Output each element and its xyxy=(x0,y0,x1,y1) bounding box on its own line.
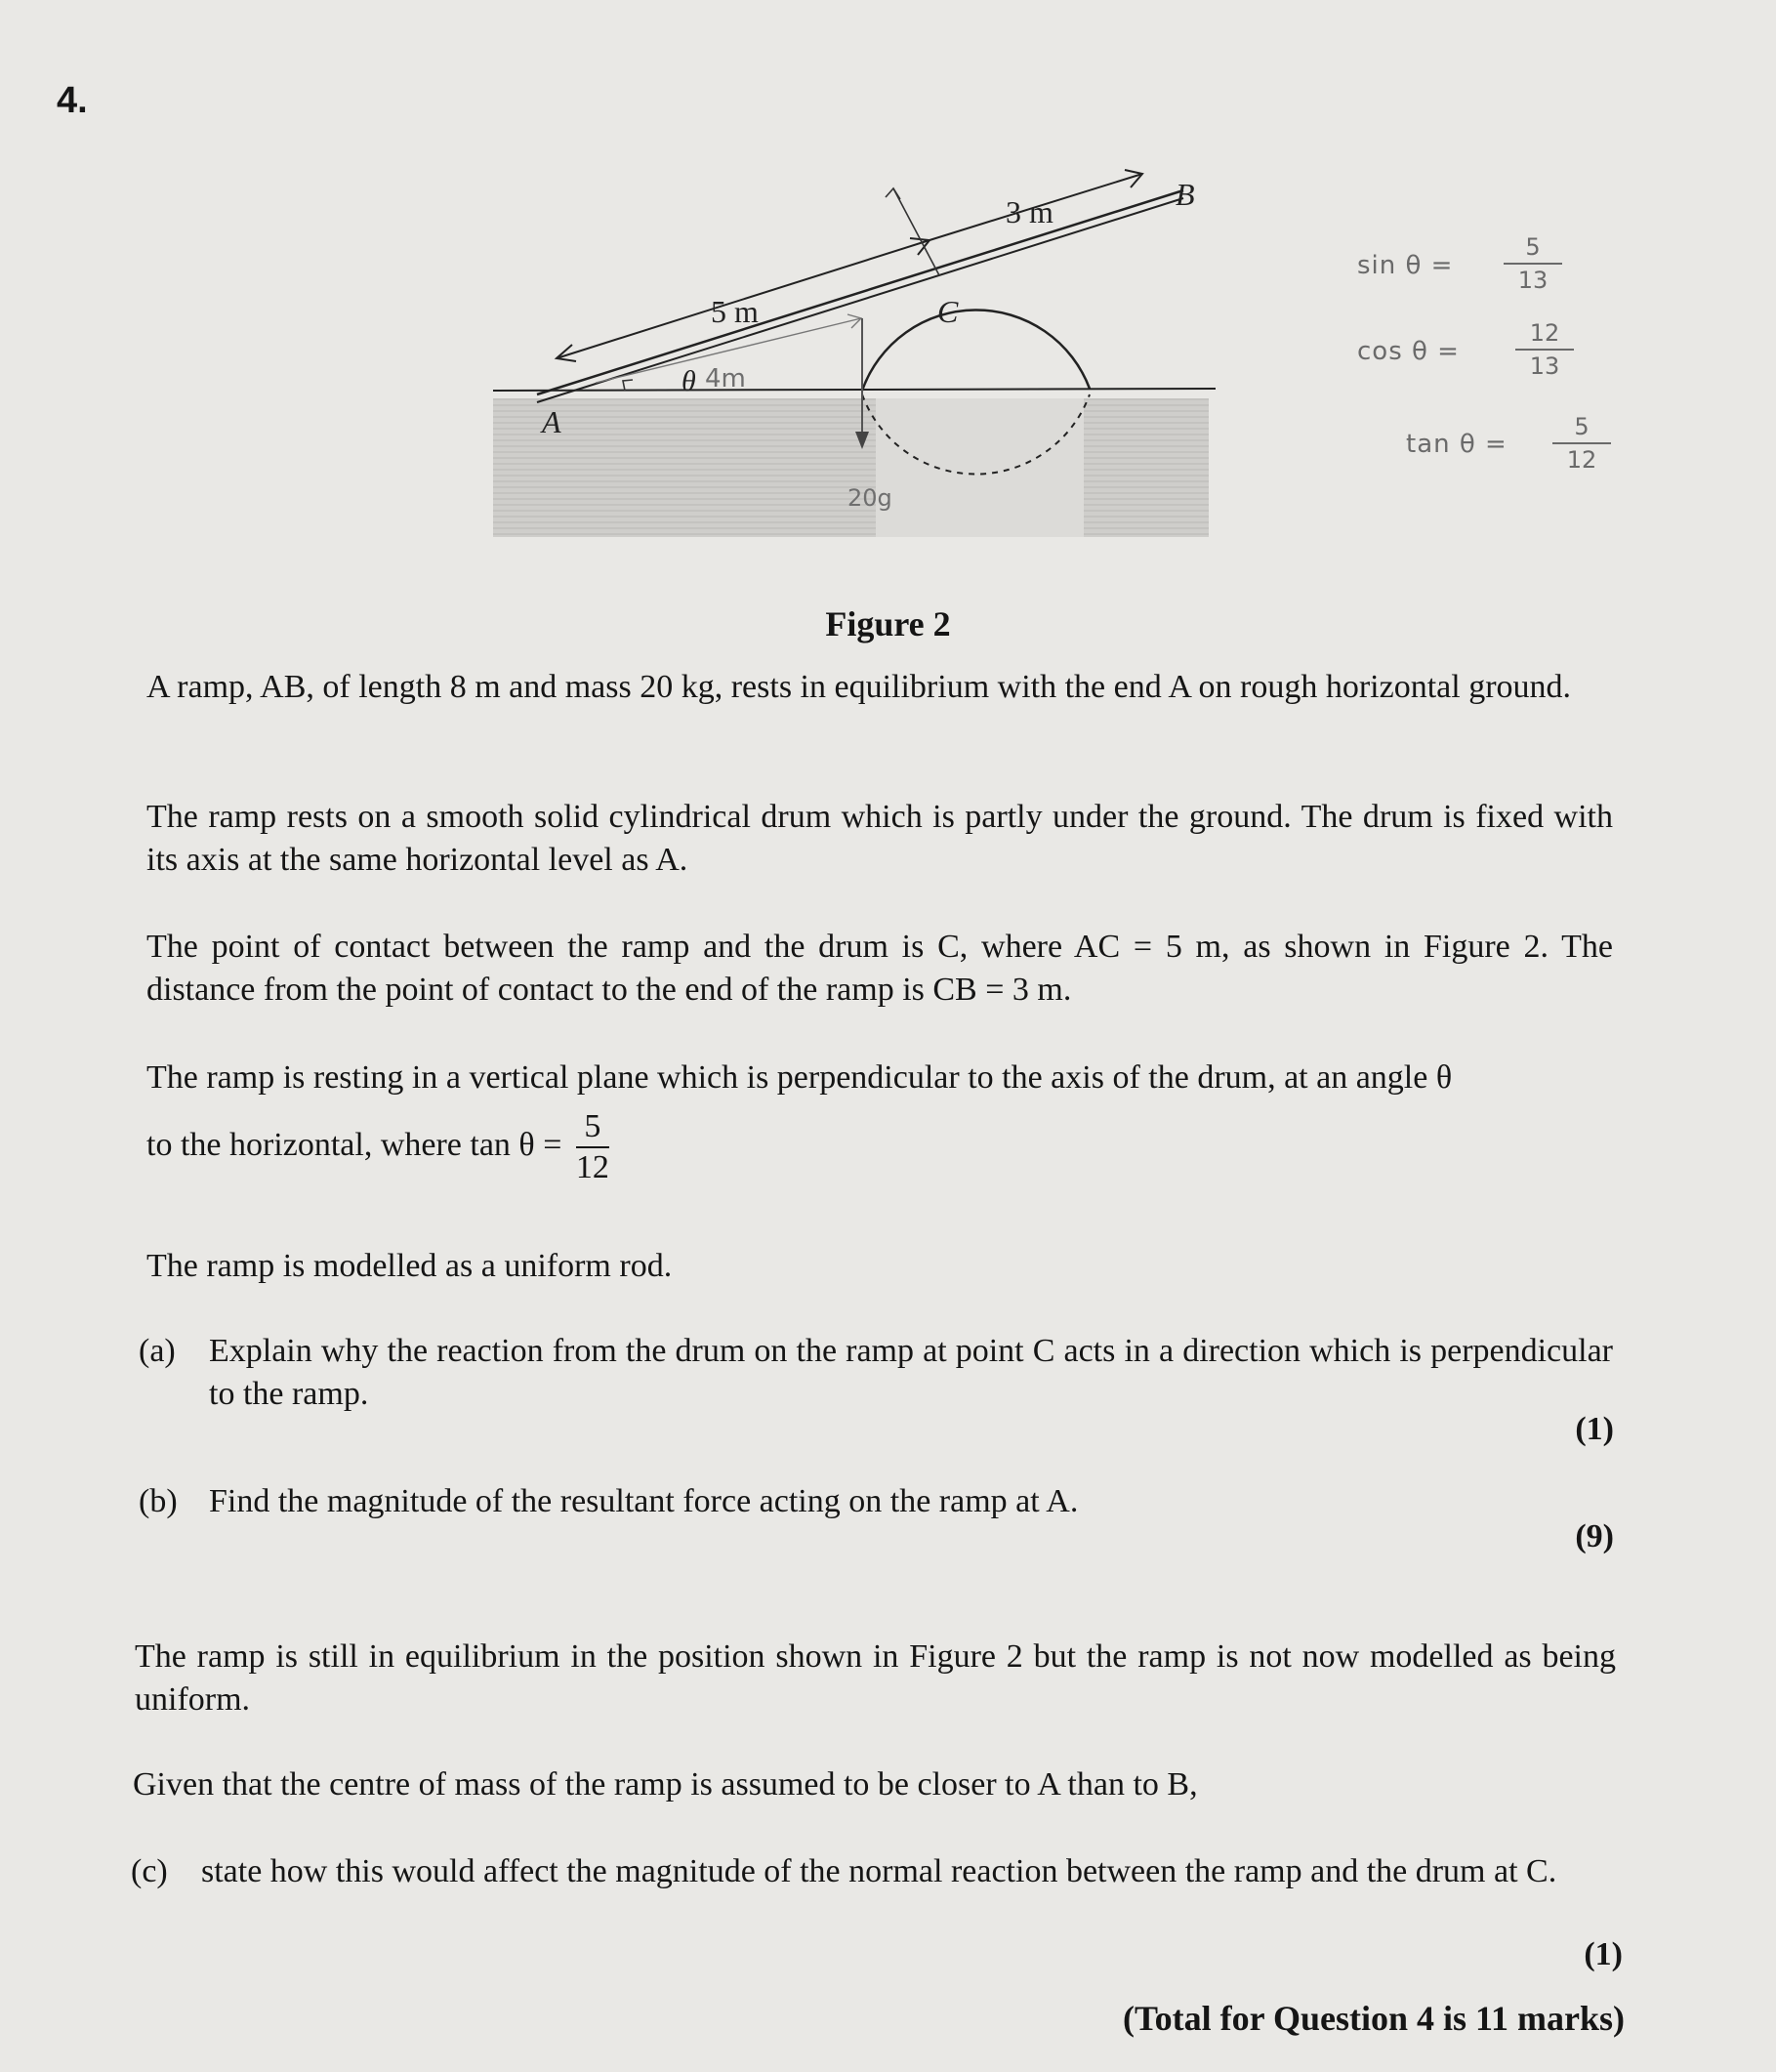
label-cb-length: 3 m xyxy=(1006,194,1053,229)
label-ac-length: 5 m xyxy=(711,294,759,329)
cos-label: cos θ = xyxy=(1357,337,1460,366)
paragraph-4 xyxy=(146,1057,1613,1187)
drum-upper xyxy=(862,310,1090,391)
part-a-marks: (1) xyxy=(1575,1411,1614,1447)
label-theta: θ xyxy=(681,365,696,397)
label-handwritten-20g: 20g xyxy=(847,484,892,512)
paragraph-4-line2 xyxy=(146,1107,1613,1187)
sin-label: sin θ = xyxy=(1357,251,1454,280)
handwritten-trig-notes xyxy=(1357,229,1650,493)
part-c-marks: (1) xyxy=(1584,1936,1623,1972)
paragraph-2-text: The ramp rests on a smooth solid cylindrical drum which is partly under the ground. The drum is fixed with its axis at the same horizontal level as A. xyxy=(146,799,1613,878)
ramp-upper xyxy=(537,190,1183,394)
figure-caption: Figure 2 xyxy=(825,604,951,643)
tan-den: 12 xyxy=(1566,446,1597,474)
part-a-text: Explain why the reaction from the drum on the ramp at point C acts in a direction which is perpendicular to the ramp. xyxy=(209,1333,1613,1412)
tan-theta-fraction xyxy=(576,1107,609,1187)
paragraph-7 xyxy=(133,1763,1617,1806)
ground-line xyxy=(493,389,1216,391)
paragraph-6 xyxy=(135,1636,1616,1721)
reaction-line xyxy=(893,188,939,275)
paragraph-7-text: Given that the centre of mass of the ramp is assumed to be closer to A than to B, xyxy=(133,1766,1198,1803)
paragraph-6-text: The ramp is still in equilibrium in the position shown in Figure 2 but the ramp is not now modelled as being uniform. xyxy=(135,1638,1616,1718)
paragraph-5-text: The ramp is modelled as a uniform rod. xyxy=(146,1248,673,1284)
paragraph-2 xyxy=(146,796,1613,882)
cos-note xyxy=(1357,337,1460,366)
label-C: C xyxy=(937,294,959,329)
angle-mark xyxy=(623,380,633,391)
part-c-label: (c) xyxy=(131,1853,168,1889)
sin-note xyxy=(1357,251,1453,280)
question-number: 4. xyxy=(57,80,88,121)
tan-theta-den: 12 xyxy=(575,1149,609,1185)
cos-fraction xyxy=(1515,319,1574,380)
paragraph-3-text: The point of contact between the ramp and the drum is C, where AC = 5 m, as shown in Figure 2. The distance from the point of contact to the end of the ramp is CB = 3 m. xyxy=(146,929,1613,1008)
tan-note xyxy=(1406,430,1508,459)
part-b-label: (b) xyxy=(139,1483,178,1519)
ground-right xyxy=(1084,398,1209,537)
tan-label: tan θ = xyxy=(1406,430,1508,459)
part-b-text: Find the magnitude of the resultant force acting on the ramp at A. xyxy=(209,1483,1079,1519)
ramp-lower xyxy=(537,198,1183,402)
label-handwritten-4m: 4m xyxy=(705,364,746,394)
label-A: A xyxy=(542,404,561,439)
sin-num: 5 xyxy=(1504,233,1562,265)
paragraph-4-line2-prefix: to the horizontal, where tan θ = xyxy=(146,1126,562,1163)
part-c-text: state how this would affect the magnitude of the normal reaction between the ramp and the drum at C. xyxy=(201,1853,1557,1889)
sin-fraction xyxy=(1504,233,1562,294)
cos-num: 12 xyxy=(1515,319,1574,351)
cos-den: 13 xyxy=(1529,352,1560,380)
part-b xyxy=(139,1480,1613,1525)
part-a xyxy=(139,1330,1613,1418)
part-c xyxy=(131,1850,1621,1938)
figure-2-diagram xyxy=(478,156,1240,547)
label-B: B xyxy=(1176,177,1195,212)
paragraph-1 xyxy=(146,666,1613,709)
question-total: (Total for Question 4 is 11 marks) xyxy=(1122,1999,1625,2038)
part-a-label: (a) xyxy=(139,1333,176,1369)
tan-num: 5 xyxy=(1552,413,1611,444)
paragraph-5 xyxy=(146,1245,1613,1288)
part-b-marks: (9) xyxy=(1575,1518,1614,1554)
paragraph-1-text: A ramp, AB, of length 8 m and mass 20 kg, rests in equilibrium with the end A on rough horizontal ground. xyxy=(146,669,1572,705)
sin-den: 13 xyxy=(1517,267,1549,294)
paragraph-4-line1: The ramp is resting in a vertical plane which is perpendicular to the axis of the drum, at an angle θ xyxy=(146,1059,1453,1096)
tan-theta-num: 5 xyxy=(576,1107,609,1148)
paragraph-3 xyxy=(146,926,1613,1012)
ground-under-drum xyxy=(876,398,1084,537)
tan-fraction xyxy=(1552,413,1611,474)
